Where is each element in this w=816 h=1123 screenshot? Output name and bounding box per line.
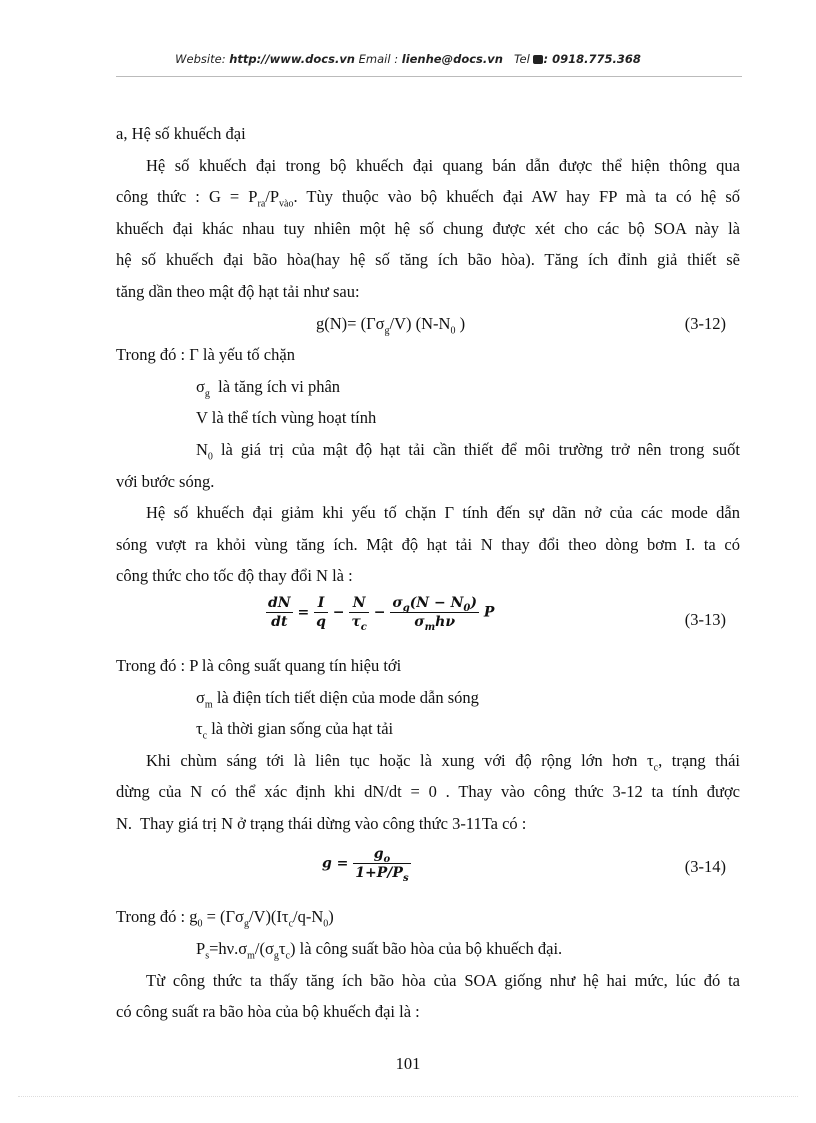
definition-line: Trong đó : P là công suất quang tín hiệu tới — [116, 655, 402, 675]
paragraph-line: có công suất ra bão hòa của bộ khuếch đại là : — [116, 1002, 420, 1022]
tel-value: : 0918.775.368 — [543, 52, 641, 66]
equation-number: (3-14) — [684, 857, 726, 877]
paragraph-line: khuếch đại khác nhau tuy nhiên một hệ số chung được xét cho các bộ SOA này là — [116, 218, 740, 238]
paragraph-line: N. Thay giá trị N ở trạng thái dừng vào công thức 3-11Ta có : — [116, 813, 527, 833]
paragraph-line: Khi chùm sáng tới là liên tục hoặc là xung với độ rộng lớn hơn $\tau_c$, trạng thái — [146, 750, 740, 773]
paragraph-line: sóng vượt ra khỏi vùng tăng ích. Mật độ hạt tải N thay đổi theo dòng bơm I. ta có — [116, 534, 740, 554]
paragraph-line: dừng của N có thể xác định khi dN/dt = 0 . Thay vào công thức 3-12 ta tính được — [116, 782, 740, 802]
paragraph-line: tăng dần theo mật độ hạt tải như sau: — [116, 281, 360, 301]
paragraph-line: Hệ số khuếch đại trong bộ khuếch đại quang bán dẫn được thể hiện thông qua — [146, 155, 740, 175]
website-label: Website: — [175, 52, 226, 66]
paragraph-line: hệ số khuếch đại bão hòa(hay hệ số tăng ích bão hòa). Tăng ích đỉnh giả thiết sẽ — [116, 250, 740, 270]
phone-icon — [533, 55, 543, 64]
equation-3-13: $\frac{dN}{dt}$ = $\frac{I}{q}$ − $\frac{N}{\tau_c}$ − $\frac{\sigma_g(N - N_0)}{\sigma_mh\nu}$ P (3-13) — [116, 592, 740, 650]
header-divider — [116, 76, 742, 77]
paragraph-line: công thức : $G = P_{ra}/P_{vào}$. Tùy thuộc vào bộ khuếch đại AW hay FP mà ta có hệ số — [116, 187, 740, 210]
paragraph-line: Từ công thức ta thấy tăng ích bão hòa của SOA giống như hệ hai mức, lúc đó ta — [146, 970, 740, 990]
definition-line: $\sigma_g$ là tăng ích vi phân — [196, 376, 341, 400]
definition-line: $\tau_c$ là thời gian sống của hạt tải — [196, 719, 394, 742]
page-number: 101 — [395, 1054, 421, 1073]
definition-line: V là thể tích vùng hoạt tính — [196, 408, 377, 428]
email-label: Email : — [358, 52, 399, 66]
definition-line: Trong đó : $g_0 = (\Gamma\sigma_g/V)(I\tau_c/q-N_0)$ — [116, 907, 334, 930]
definition-line: $P_s=h\nu.\sigma_m/(\sigma_g\tau_c)$ là công suất bão hòa của bộ khuếch đại. — [196, 939, 563, 962]
website-link[interactable]: http://www.docs.vn — [229, 52, 355, 66]
paragraph-line: Hệ số khuếch đại giảm khi yếu tố chặn Γ tính đến sự dãn nở của các mode dẫn — [146, 503, 740, 523]
paragraph-line: công thức cho tốc độ thay đổi N là : — [116, 566, 353, 586]
equation-number: (3-13) — [684, 609, 726, 629]
equation-3-14: g = $\frac{g_o}{1+P/P_s}$ (3-14) — [322, 846, 726, 885]
definition-line: $N_0$ là giá trị của mật độ hạt tải cần thiết để môi trường trở nên trong suốt — [196, 439, 740, 463]
definition-line: $\sigma_m$ là điện tích tiết diện của mode dẫn sóng — [196, 687, 479, 710]
email-link[interactable]: lienhe@docs.vn — [401, 52, 503, 66]
equation-number: (3-12) — [684, 313, 726, 333]
document-body — [116, 118, 740, 1028]
definition-line: với bước sóng. — [116, 471, 215, 491]
page-header — [0, 52, 816, 66]
definition-line: Trong đó : Γ là yếu tố chặn — [116, 345, 295, 365]
section-heading: a, Hệ số khuếch đại — [116, 124, 246, 143]
footer-divider — [18, 1096, 798, 1097]
equation-3-12: $g(N)= (\Gamma\sigma_g/V)$ ($N-N_0$ ) (3-12) — [116, 308, 740, 340]
tel-label: Tel — [513, 52, 530, 66]
